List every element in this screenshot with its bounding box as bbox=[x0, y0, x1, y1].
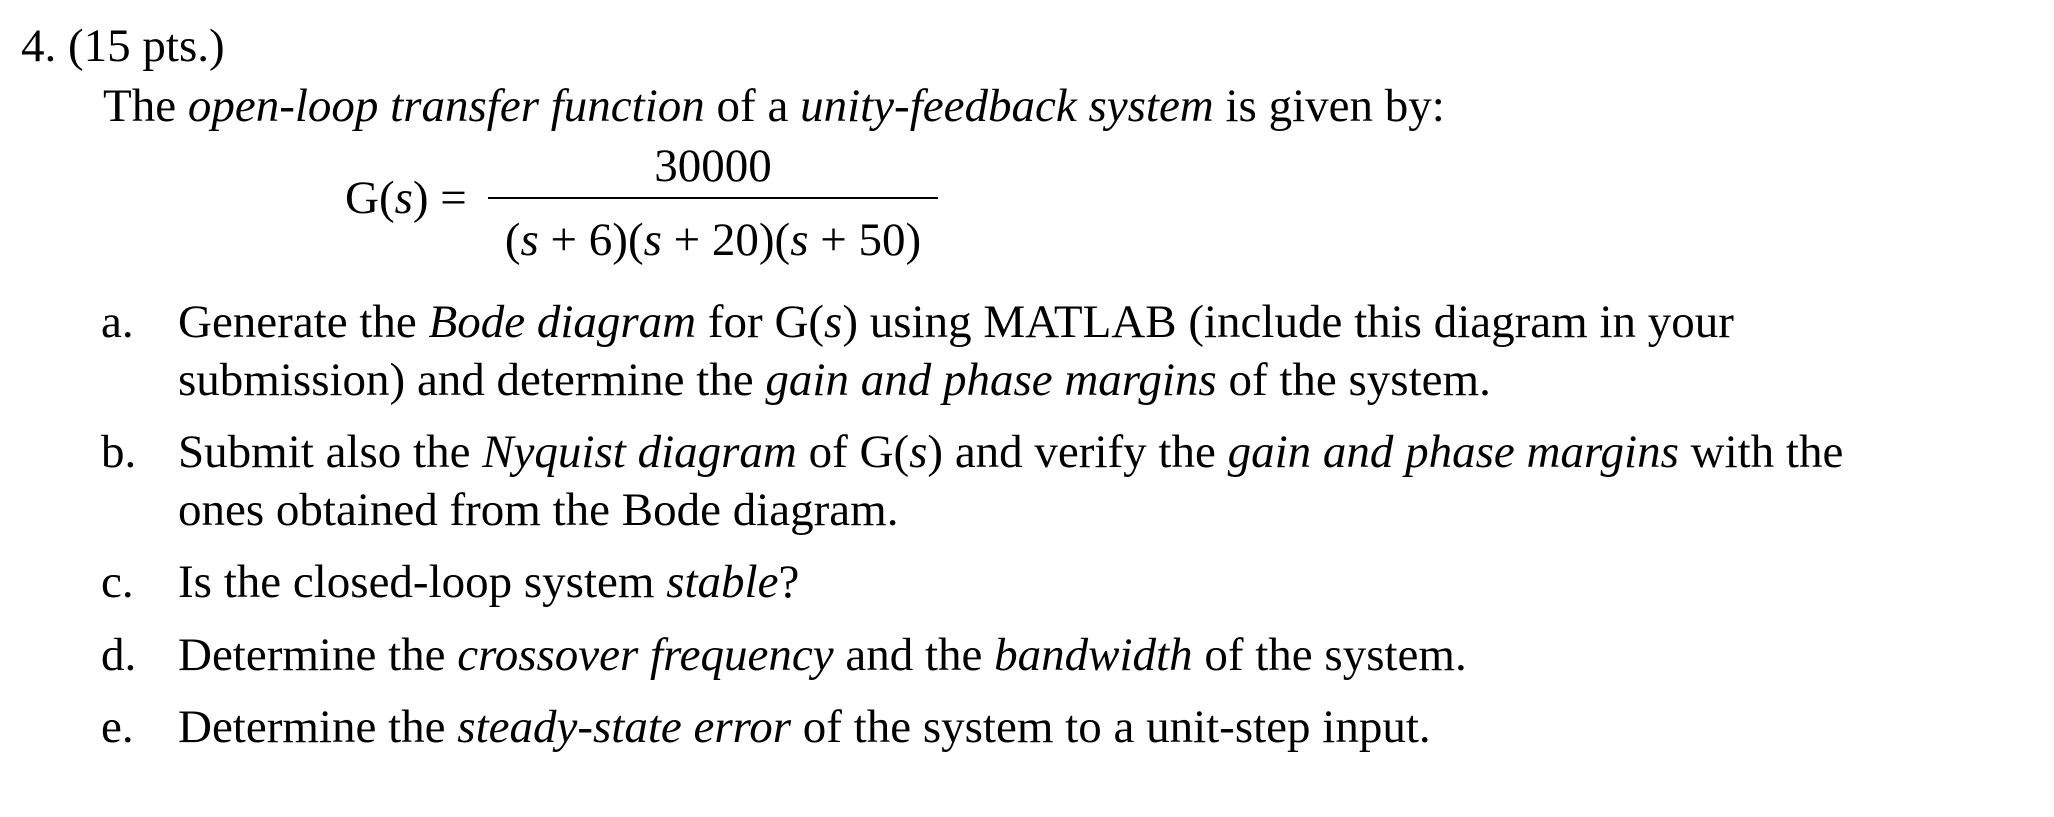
item-text: of G( bbox=[796, 426, 910, 478]
item-text: with the bbox=[1678, 426, 1844, 478]
item-term: stable bbox=[666, 556, 779, 608]
item-marker-b: b. bbox=[101, 426, 137, 478]
item-text: Is the closed-loop system bbox=[178, 556, 667, 608]
equation-numerator: 30000 bbox=[654, 140, 772, 192]
item-text: for G( bbox=[696, 296, 825, 348]
item-term: Nyquist diagram bbox=[482, 426, 797, 478]
eq-den-part: + 20)( bbox=[661, 214, 791, 266]
item-b-line-2 bbox=[178, 481, 898, 539]
item-marker-a: a. bbox=[101, 296, 134, 348]
intro-text: of a bbox=[704, 80, 801, 132]
item-text: ? bbox=[778, 556, 800, 608]
item-marker-c: c. bbox=[101, 556, 134, 608]
eq-var-s: s bbox=[790, 214, 809, 266]
item-text: submission) and determine the bbox=[178, 354, 766, 406]
item-text: Submit also the bbox=[178, 426, 483, 478]
eq-g: G bbox=[345, 172, 379, 224]
item-b-line-1 bbox=[178, 423, 1843, 481]
intro-text: The bbox=[103, 80, 188, 132]
item-text: of the system. bbox=[1192, 629, 1467, 681]
item-var-s: s bbox=[824, 296, 843, 348]
item-e-line-1 bbox=[178, 698, 1431, 756]
item-marker-d: d. bbox=[101, 629, 137, 681]
item-text: and the bbox=[833, 629, 995, 681]
intro-sentence bbox=[103, 78, 1445, 134]
item-text: ) using MATLAB (include this diagram in your bbox=[842, 296, 1734, 348]
eq-var-s: s bbox=[394, 172, 413, 224]
eq-den-part: + 50) bbox=[808, 214, 922, 266]
item-text: ones obtained from the Bode diagram. bbox=[178, 484, 899, 536]
item-a-line-2 bbox=[178, 351, 1491, 409]
item-d-line-1 bbox=[178, 626, 1467, 684]
item-marker-e: e. bbox=[101, 701, 134, 753]
item-term: steady-state error bbox=[457, 701, 792, 753]
item-term: gain and phase margins bbox=[765, 354, 1217, 406]
item-c-line-1 bbox=[178, 553, 799, 611]
eq-var-s: s bbox=[643, 214, 662, 266]
item-term: crossover frequency bbox=[457, 629, 834, 681]
item-text: Determine the bbox=[178, 629, 458, 681]
fraction-bar bbox=[488, 197, 938, 199]
eq-var-s: s bbox=[520, 214, 539, 266]
item-term: Bode diagram bbox=[428, 296, 697, 348]
intro-term-unity-feedback: unity-feedback system bbox=[800, 80, 1214, 132]
equation-denominator bbox=[488, 212, 938, 268]
item-text: ) and verify the bbox=[927, 426, 1228, 478]
item-text: of the system to a unit-step input. bbox=[791, 701, 1431, 753]
problem-number-heading: 4. (15 pts.) bbox=[21, 20, 225, 72]
item-text: Generate the bbox=[178, 296, 429, 348]
eq-den-part: + 6)( bbox=[538, 214, 644, 266]
eq-paren: ( bbox=[378, 172, 395, 224]
item-term: gain and phase margins bbox=[1227, 426, 1679, 478]
intro-term-open-loop: open-loop transfer function bbox=[187, 80, 705, 132]
eq-equals: ) = bbox=[412, 172, 467, 224]
equation-lhs bbox=[345, 170, 467, 226]
item-var-s: s bbox=[909, 426, 928, 478]
item-a-line-1 bbox=[178, 293, 1734, 351]
eq-den-part: ( bbox=[504, 214, 521, 266]
item-text: Determine the bbox=[178, 701, 458, 753]
intro-text: is given by: bbox=[1213, 80, 1445, 132]
item-text: of the system. bbox=[1216, 354, 1491, 406]
item-term: bandwidth bbox=[994, 629, 1193, 681]
